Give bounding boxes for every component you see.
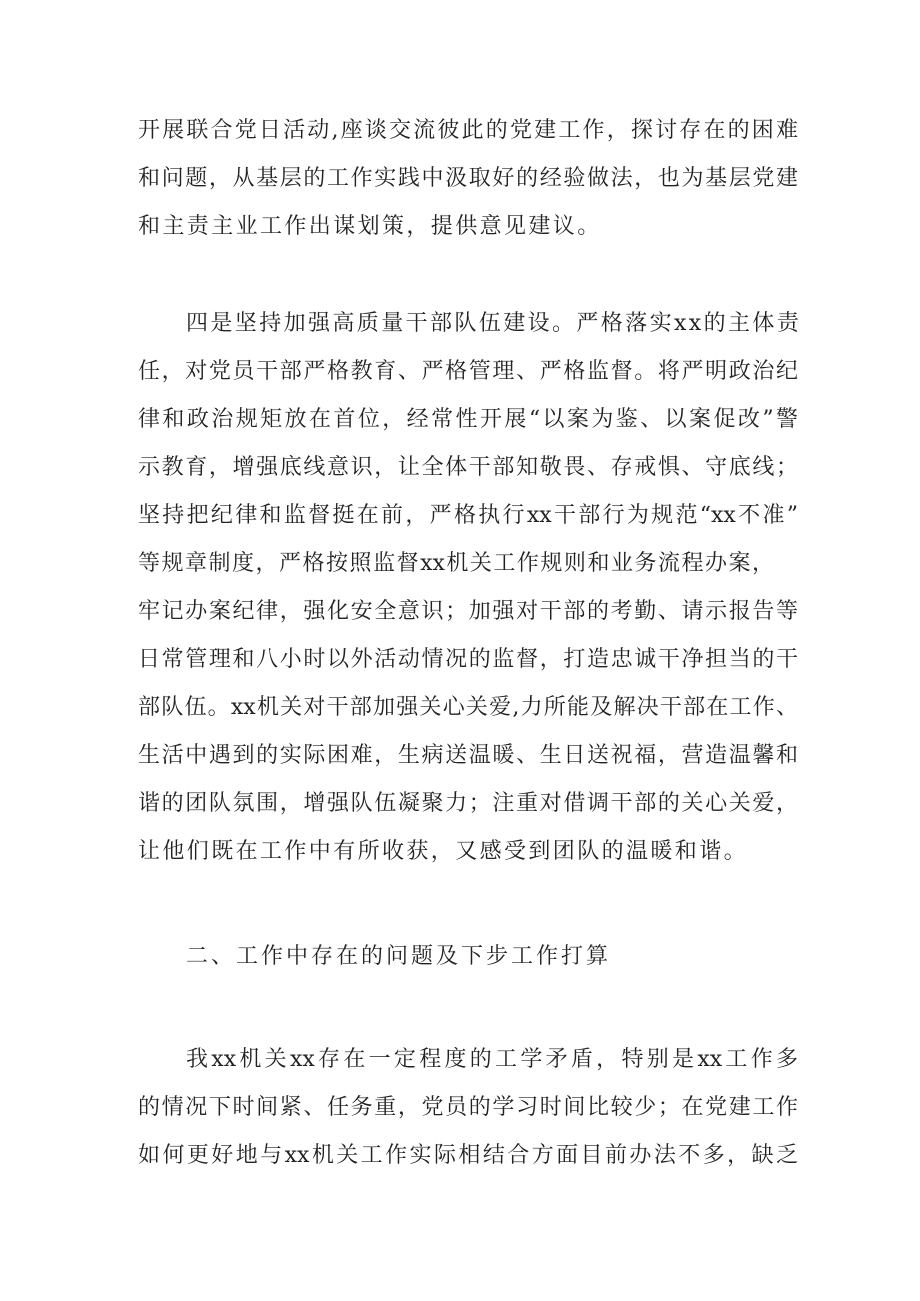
text-line: 日常管理和八小时以外活动情况的监督，打造忠诚干净担当的干 bbox=[138, 647, 798, 672]
text-line: 开展联合党日活动,座谈交流彼此的党建工作，探讨存在的困难 bbox=[138, 118, 798, 143]
text-line: 示教育，增强底线意识，让全体干部知敬畏、存戒惧、守底线； bbox=[138, 455, 798, 480]
text-line: 我xx机关xx存在一定程度的工学矛盾，特别是xx工作多 bbox=[186, 1047, 798, 1072]
text-line: 和主责主业工作出谋划策，提供意见建议。 bbox=[138, 214, 602, 239]
text-line: 的情况下时间紧、任务重，党员的学习时间比较少；在党建工作 bbox=[138, 1095, 798, 1120]
text-line: 谐的团队氛围，增强队伍凝聚力；注重对借调干部的关心关爱， bbox=[138, 791, 798, 816]
heading-text: 二、工作中存在的问题及下步工作打算 bbox=[186, 944, 612, 969]
text-line: 四是坚持加强高质量干部队伍建设。严格落实xx的主体责 bbox=[186, 311, 802, 336]
text-line: 等规章制度，严格按照监督xx机关工作规则和业务流程办案， bbox=[138, 551, 774, 576]
text-line: 让他们既在工作中有所收获，又感受到团队的温暖和谐。 bbox=[138, 839, 749, 864]
text-line: 任，对党员干部严格教育、严格管理、严格监督。将严明政治纪 bbox=[138, 359, 798, 384]
text-line: 生活中遇到的实际困难，生病送温暖、生日送祝福，营造温馨和 bbox=[138, 743, 798, 768]
text-line: 部队伍。xx机关对干部加强关心关爱,力所能及解决干部在工作、 bbox=[138, 695, 798, 720]
text-line: 牢记办案纪律，强化安全意识；加强对干部的考勤、请示报告等 bbox=[138, 599, 798, 624]
text-line: 如何更好地与xx机关工作实际相结合方面目前办法不多，缺乏 bbox=[138, 1143, 798, 1168]
text-line: 和问题，从基层的工作实践中汲取好的经验做法，也为基层党建 bbox=[138, 166, 798, 191]
text-line: 律和政治规矩放在首位，经常性开展“以案为鉴、以案促改”警 bbox=[138, 407, 798, 432]
text-line: 坚持把纪律和监督挺在前，严格执行xx干部行为规范“xx不准” bbox=[138, 503, 798, 528]
